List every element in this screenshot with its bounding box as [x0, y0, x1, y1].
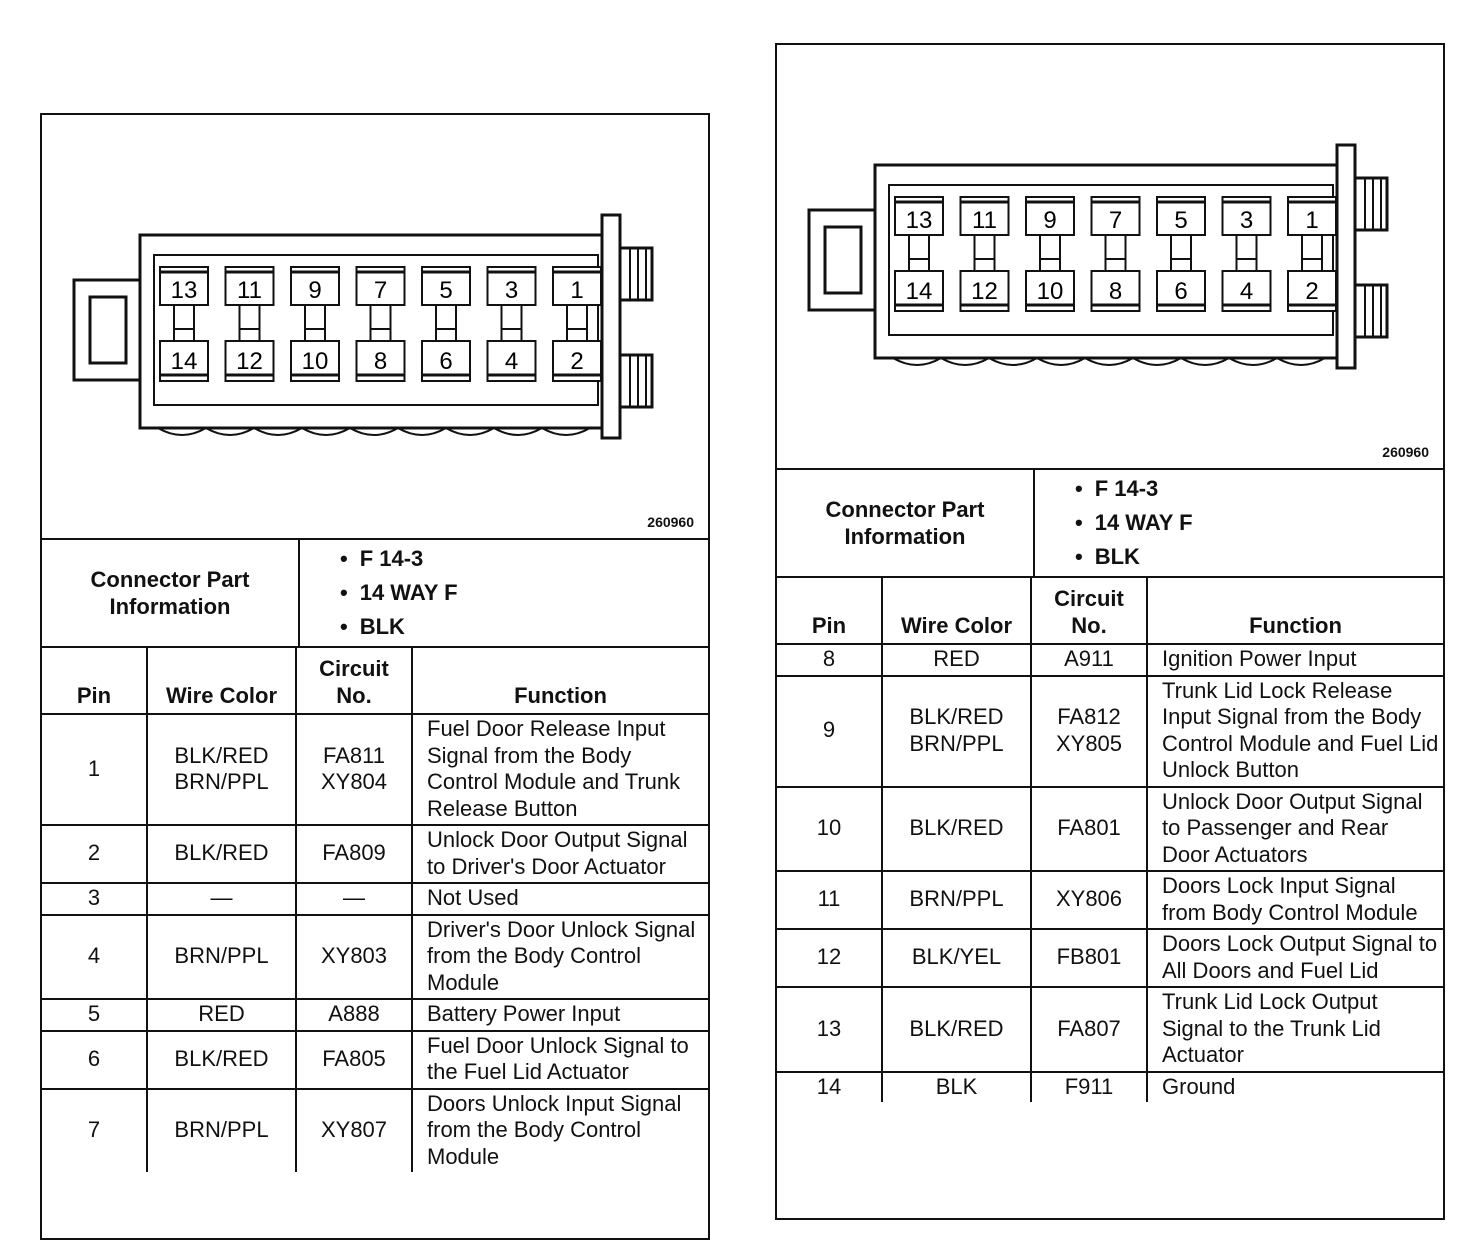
function-cell: Battery Power Input — [412, 999, 708, 1031]
table-row — [777, 929, 1443, 987]
wire-color-cell — [147, 714, 296, 825]
pin-number-label: 6 — [439, 348, 453, 375]
wire-color-cell — [147, 1089, 296, 1173]
pin-number-label: 6 — [1174, 278, 1188, 305]
wire-color-cell — [882, 787, 1031, 872]
connector-terminal-part: • F 14-3 — [1075, 472, 1193, 506]
latch-tab — [809, 210, 877, 310]
connector-color: • BLK — [340, 610, 458, 644]
connector-drawing — [777, 45, 1443, 468]
circuit-cell — [296, 915, 412, 1000]
figure-number: 260960 — [647, 514, 694, 530]
circuit-value: FA807 — [1057, 1015, 1121, 1041]
connector-flange — [602, 215, 620, 438]
table-row — [777, 871, 1443, 929]
circuit-value: — — [343, 885, 365, 910]
wire-color-cell — [882, 871, 1031, 929]
circuit-cell — [1031, 787, 1147, 872]
col-header-wire-color: Wire Color — [882, 578, 1031, 644]
pinout-table — [777, 578, 1443, 1102]
circuit-value: FB801 — [1056, 944, 1122, 970]
connector-diagram — [777, 45, 1443, 470]
pin-number-label: 12 — [236, 348, 263, 375]
function-cell: Driver's Door Unlock Signal from the Body Control Module — [412, 915, 708, 1000]
circuit-cell — [1031, 644, 1147, 676]
pin-number-label: 2 — [570, 348, 584, 375]
connector-drawing — [42, 115, 708, 538]
connector-part-info — [777, 470, 1443, 578]
pin-number-label: 12 — [971, 278, 998, 305]
circuit-value: FA811 — [323, 742, 385, 768]
pin-number-label: 8 — [373, 348, 388, 375]
pin-number-label: 4 — [1239, 278, 1254, 305]
pin-number-label: 11 — [972, 207, 997, 234]
table-row — [42, 883, 708, 915]
circuit-cell — [296, 1089, 412, 1173]
pin-number-label: 3 — [504, 277, 519, 304]
function-cell: Doors Lock Input Signal from Body Control Module — [1147, 871, 1443, 929]
connector-part-info — [42, 540, 708, 648]
circuit-value: XY806 — [1055, 886, 1123, 912]
pin-number-label: 13 — [170, 277, 198, 304]
pin-cell: 10 — [777, 787, 882, 872]
circuit-cell — [296, 1031, 412, 1089]
pin-cell: 8 — [777, 644, 882, 676]
col-header-pin: Pin — [811, 613, 847, 638]
connector-diagram — [42, 115, 708, 540]
col-header-wire-color: Wire Color — [147, 648, 296, 714]
table-row — [777, 676, 1443, 787]
pinout-table — [42, 648, 708, 1172]
latch-right-top — [620, 248, 652, 300]
connector-part-label: Connector Part Information — [777, 470, 1035, 576]
table-row — [42, 714, 708, 825]
circuit-value: FA805 — [322, 1045, 386, 1071]
pin-number-label: 14 — [170, 348, 198, 375]
circuit-value: FA809 — [322, 840, 386, 866]
pin-cell: 3 — [42, 883, 147, 915]
wire-color-value: BLK/RED — [909, 815, 1004, 840]
latch-tab — [74, 280, 142, 380]
circuit-value: XY804 — [320, 769, 388, 794]
function-cell: Unlock Door Output Signal to Driver's Door Actuator — [412, 825, 708, 883]
pin-cell: 1 — [42, 714, 147, 825]
wire-color-value: BRN/PPL — [909, 886, 1004, 912]
function-cell: Doors Lock Output Signal to All Doors and Fuel Lid — [1147, 929, 1443, 987]
table-row — [42, 825, 708, 883]
col-header-function: Function — [1147, 578, 1443, 644]
pin-number-label: 7 — [373, 277, 388, 304]
circuit-value: A888 — [328, 1001, 380, 1026]
figure-number: 260960 — [1382, 444, 1429, 460]
wire-color-value: BLK/YEL — [911, 944, 1002, 970]
wire-color-cell — [882, 676, 1031, 787]
pin-cell: 14 — [777, 1072, 882, 1103]
circuit-cell — [1031, 929, 1147, 987]
table-row — [777, 1072, 1443, 1103]
table-row — [42, 999, 708, 1031]
wire-color-value: RED — [198, 1001, 245, 1026]
pin-cell: 2 — [42, 825, 147, 883]
table-row — [42, 1031, 708, 1089]
wire-color-cell — [147, 915, 296, 1000]
function-cell: Fuel Door Release Input Signal from the Body Control Module and Trunk Release Button — [412, 714, 708, 825]
wire-color-value: BRN/PPL — [174, 943, 269, 968]
pin-number-label: 7 — [1108, 207, 1123, 234]
pin-cell: 9 — [777, 676, 882, 787]
col-header-function: Function — [412, 648, 708, 714]
function-cell: Trunk Lid Lock Release Input Signal from the Body Control Module and Fuel Lid Unlock Button — [1147, 676, 1443, 787]
wire-color-cell — [882, 987, 1031, 1072]
function-cell: Doors Unlock Input Signal from the Body Control Module — [412, 1089, 708, 1173]
pin-number-label: 11 — [237, 277, 262, 304]
pin-cell: 12 — [777, 929, 882, 987]
latch-right-bottom — [620, 355, 652, 407]
pin-number-label: 3 — [1239, 207, 1254, 234]
pin-number-label: 10 — [301, 348, 329, 375]
function-cell: Ground — [1147, 1072, 1443, 1103]
col-header-circuit: Circuit No. — [296, 648, 412, 714]
pin-cell: 4 — [42, 915, 147, 1000]
wire-color-value: BLK — [935, 1073, 978, 1099]
wire-color-value: BLK/RED — [174, 1045, 269, 1071]
connector-part-list — [300, 540, 458, 646]
table-row — [42, 915, 708, 1000]
wire-color-value: BRN/PPL — [174, 769, 269, 794]
wire-color-value: BLK/RED — [174, 742, 269, 768]
connector-panel-left — [40, 113, 710, 1240]
pin-number-label: 13 — [905, 207, 933, 234]
table-row — [777, 644, 1443, 676]
pin-number-label: 2 — [1305, 278, 1319, 305]
connector-panel-right — [775, 43, 1445, 1220]
wire-color-value: — — [210, 885, 233, 910]
circuit-value: F911 — [1064, 1073, 1114, 1099]
pin-number-label: 4 — [504, 348, 519, 375]
function-cell: Trunk Lid Lock Output Signal to the Trunk Lid Actuator — [1147, 987, 1443, 1072]
wire-color-cell — [882, 1072, 1031, 1103]
col-header-pin: Pin — [76, 683, 112, 708]
circuit-cell — [1031, 987, 1147, 1072]
connector-part-list — [1035, 470, 1193, 576]
pin-cell: 13 — [777, 987, 882, 1072]
wire-color-value: BRN/PPL — [909, 730, 1004, 756]
circuit-cell — [296, 714, 412, 825]
pin-number-label: 8 — [1108, 278, 1123, 305]
function-cell: Not Used — [412, 883, 708, 915]
table-row — [42, 1089, 708, 1173]
pin-number-label: 14 — [905, 278, 933, 305]
table-row — [777, 787, 1443, 872]
circuit-value: XY805 — [1055, 730, 1123, 756]
connector-terminal-part: • F 14-3 — [340, 542, 458, 576]
table-row — [777, 987, 1443, 1072]
pin-number-label: 9 — [308, 277, 322, 304]
circuit-cell — [296, 999, 412, 1031]
circuit-value: XY807 — [320, 1117, 388, 1142]
latch-right-top — [1355, 178, 1387, 230]
pin-cell: 5 — [42, 999, 147, 1031]
pin-cell: 7 — [42, 1089, 147, 1173]
wire-color-cell — [147, 999, 296, 1031]
wire-color-cell — [147, 1031, 296, 1089]
circuit-value: FA812 — [1057, 704, 1121, 729]
wire-color-cell — [882, 644, 1031, 676]
wire-color-value: BRN/PPL — [174, 1117, 269, 1142]
circuit-value: XY803 — [320, 943, 388, 968]
circuit-cell — [1031, 1072, 1147, 1103]
pin-number-label: 1 — [1305, 207, 1319, 234]
wire-color-value: BLK/RED — [174, 840, 269, 866]
function-cell: Unlock Door Output Signal to Passenger and Rear Door Actuators — [1147, 787, 1443, 872]
wire-color-value: RED — [933, 646, 980, 671]
function-cell: Ignition Power Input — [1147, 644, 1443, 676]
connector-way: • 14 WAY F — [340, 576, 458, 610]
function-cell: Fuel Door Unlock Signal to the Fuel Lid Actuator — [412, 1031, 708, 1089]
wire-color-cell — [882, 929, 1031, 987]
connector-color: • BLK — [1075, 540, 1193, 574]
circuit-value: A911 — [1064, 646, 1114, 671]
pin-number-label: 10 — [1036, 278, 1064, 305]
latch-right-bottom — [1355, 285, 1387, 337]
pin-number-label: 1 — [570, 277, 584, 304]
connector-flange — [1337, 145, 1355, 368]
pin-number-label: 5 — [439, 277, 453, 304]
circuit-cell — [296, 825, 412, 883]
circuit-value: FA801 — [1057, 815, 1121, 840]
wire-color-cell — [147, 883, 296, 915]
wire-color-value: BLK/RED — [909, 1015, 1004, 1041]
circuit-cell — [296, 883, 412, 915]
connector-part-label: Connector Part Information — [42, 540, 300, 646]
col-header-circuit: Circuit No. — [1031, 578, 1147, 644]
circuit-cell — [1031, 676, 1147, 787]
pin-number-label: 9 — [1043, 207, 1057, 234]
connector-way: • 14 WAY F — [1075, 506, 1193, 540]
wire-color-value: BLK/RED — [909, 704, 1004, 729]
pin-number-label: 5 — [1174, 207, 1188, 234]
wire-color-cell — [147, 825, 296, 883]
circuit-cell — [1031, 871, 1147, 929]
pin-cell: 6 — [42, 1031, 147, 1089]
pin-cell: 11 — [777, 871, 882, 929]
